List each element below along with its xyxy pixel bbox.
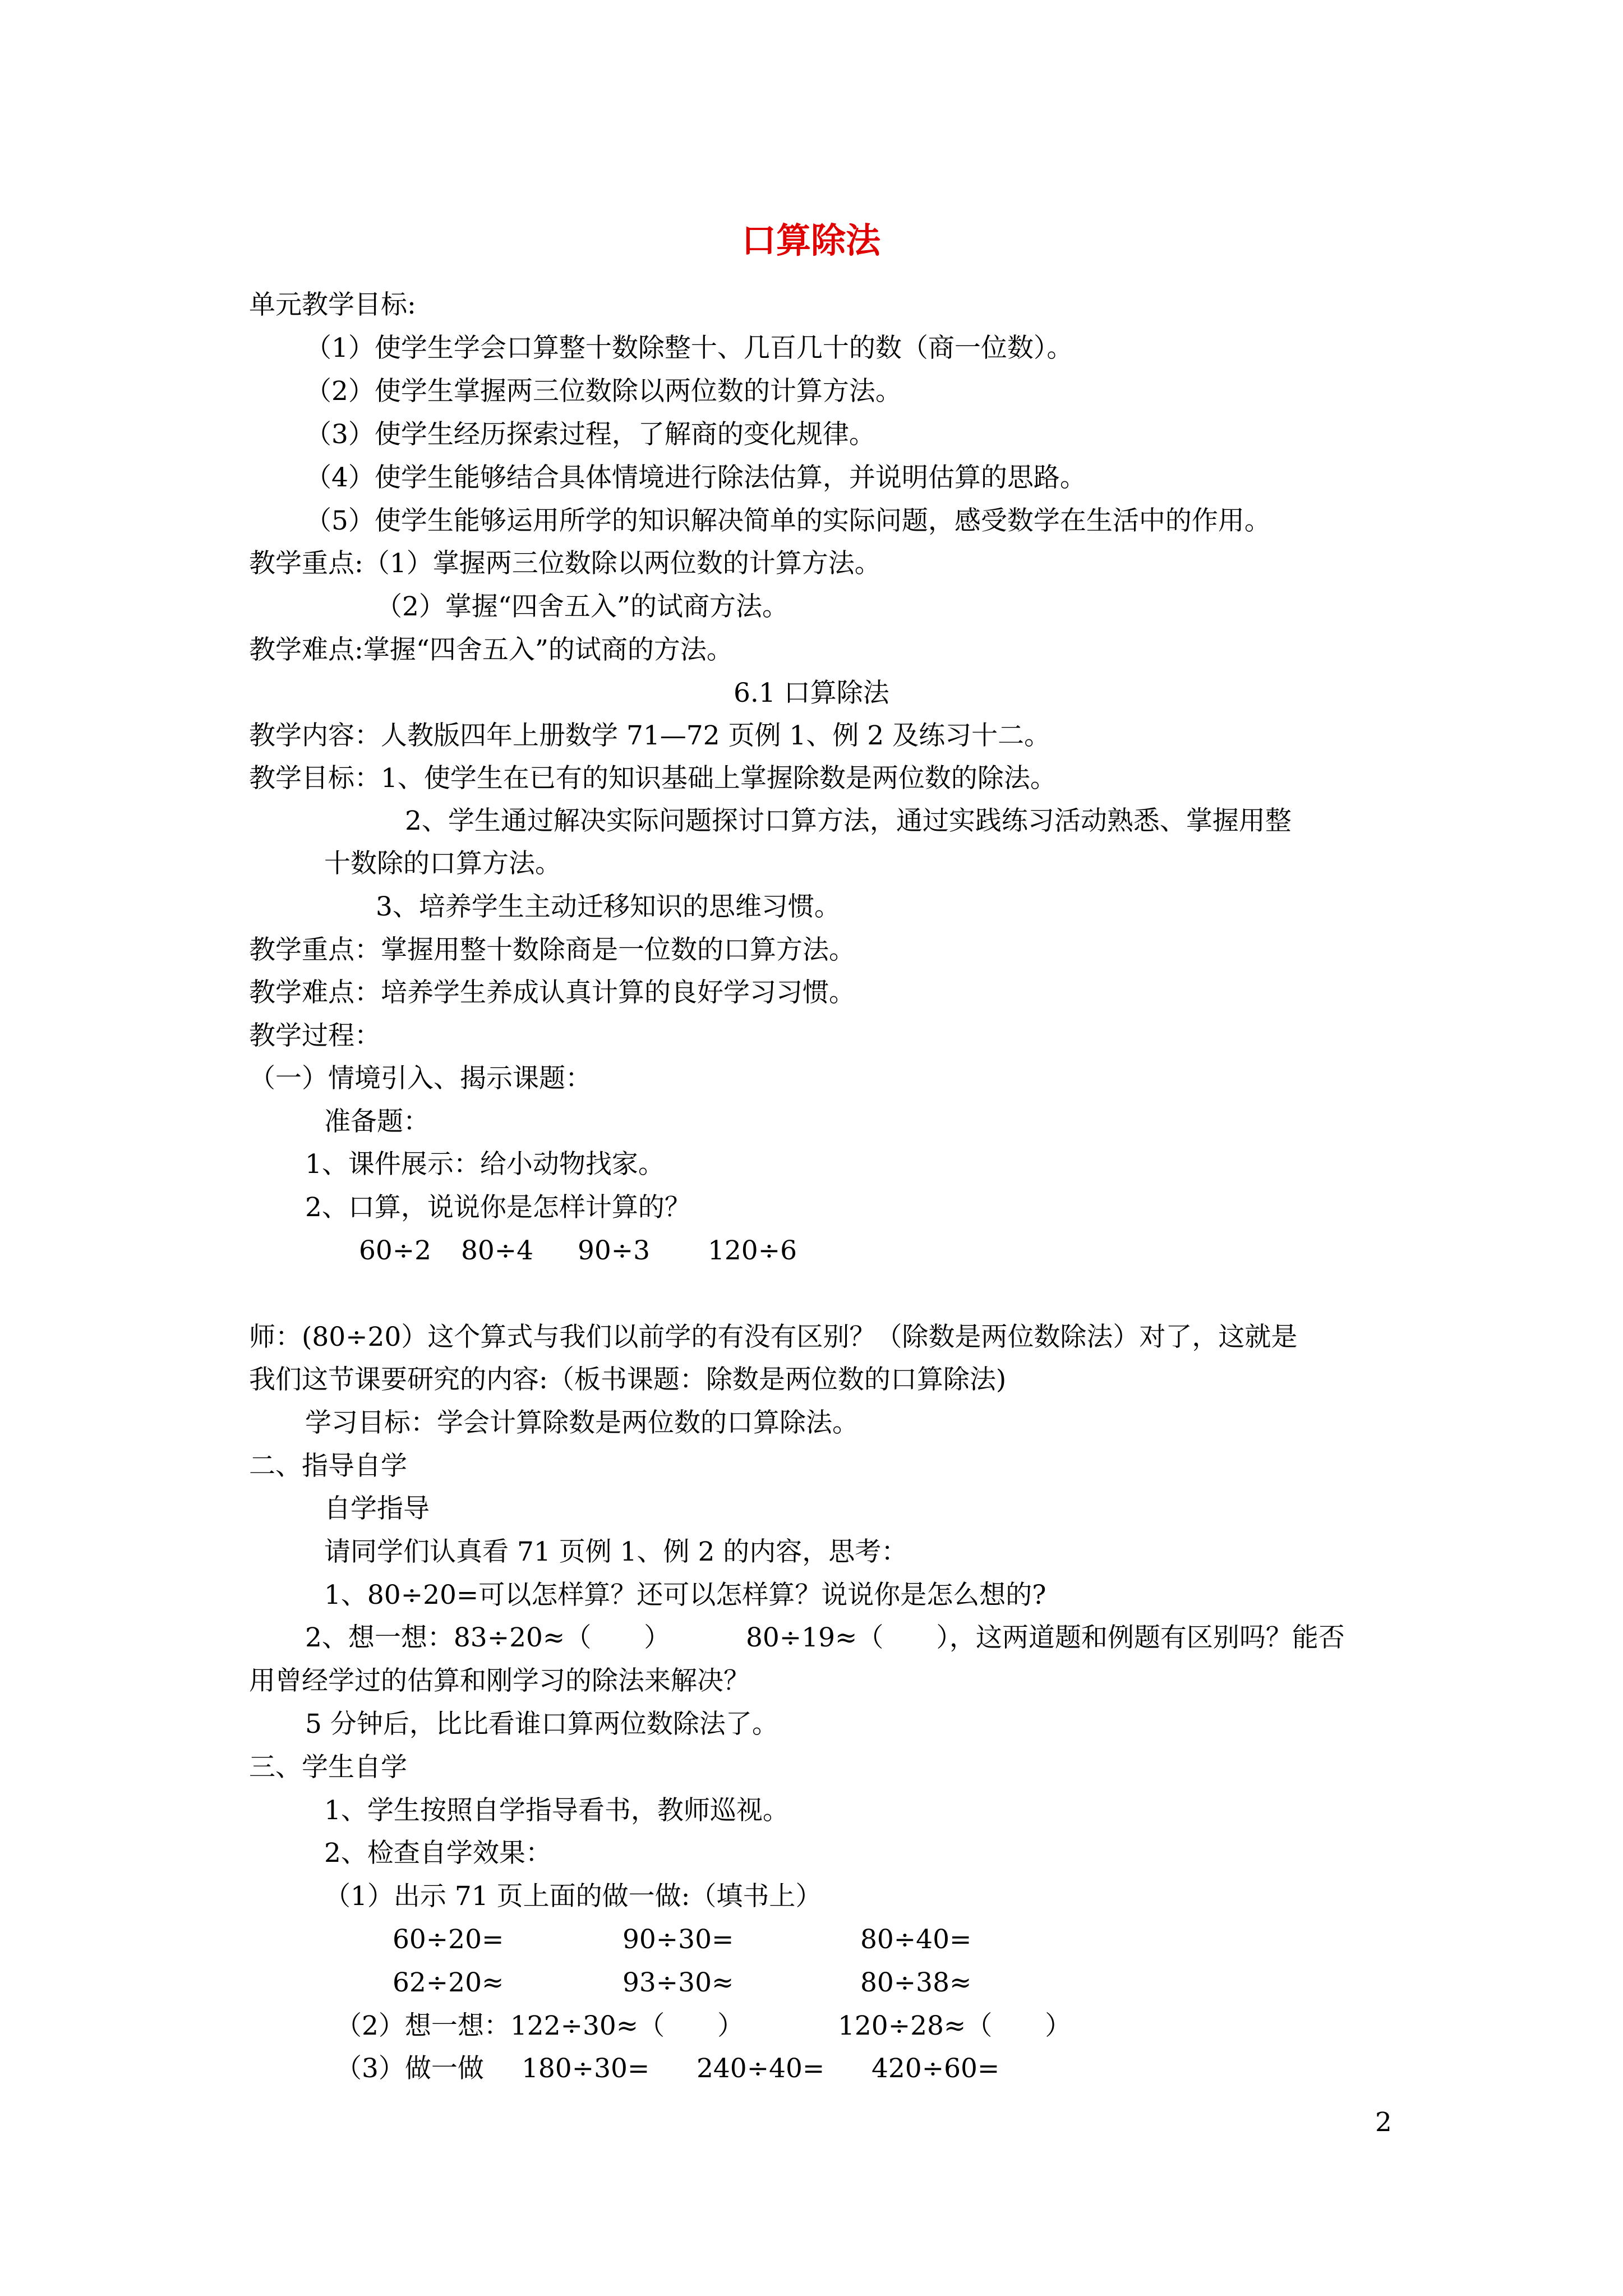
text-line: 120÷28≈（ ） — [838, 2010, 1072, 2041]
text-line: 学习目标：学会计算除数是两位数的口算除法。 — [305, 1407, 859, 1438]
text-line: 教学重点：掌握用整十数除商是一位数的口算方法。 — [249, 935, 855, 965]
text-line: 自学指导 — [324, 1493, 430, 1524]
math-item: 80÷38≈ — [860, 1967, 972, 1998]
text-line: 教学过程： — [249, 1020, 381, 1051]
math-item: 420÷60= — [872, 2053, 1000, 2084]
text-line: 3、培养学生主动迁移知识的思维习惯。 — [376, 891, 841, 922]
text-line: 教学难点：培养学生养成认真计算的良好学习习惯。 — [249, 977, 855, 1008]
section-heading: 6.1 口算除法 — [734, 678, 889, 708]
text-line: （2）想一想：122÷30≈（ ） — [335, 2010, 744, 2041]
text-line: （1）出示 71 页上面的做一做:（填书上） — [324, 1881, 822, 1912]
text-line: 二、指导自学 — [249, 1451, 407, 1481]
text-line: 准备题： — [324, 1106, 430, 1137]
text-line: 2、学生通过解决实际问题探讨口算方法，通过实践练习活动熟悉、掌握用整 — [405, 806, 1292, 836]
math-item: 60÷20= — [393, 1924, 504, 1955]
text-line: （2）使学生掌握两三位数除以两位数的计算方法。 — [305, 376, 902, 407]
math-item: 90÷30= — [623, 1924, 734, 1955]
text-line: 1、课件展示：给小动物找家。 — [305, 1149, 665, 1180]
text-line: 我们这节课要研究的内容:（板书课题：除数是两位数的口算除法) — [249, 1364, 1007, 1395]
math-item: 180÷30= — [522, 2053, 650, 2084]
document-title: 口算除法 — [741, 220, 881, 261]
text-line: （5）使学生能够运用所学的知识解决简单的实际问题，感受数学在生活中的作用。 — [305, 505, 1271, 536]
text-line: 教学重点:（1）掌握两三位数除以两位数的计算方法。 — [249, 548, 881, 579]
text-line: 2、想一想：83÷20≈（ ） — [305, 1622, 671, 1653]
math-item: 60÷2 — [359, 1235, 432, 1266]
text-line: 1、学生按照自学指导看书，教师巡视。 — [324, 1795, 789, 1826]
text-line: 教学目标：1、使学生在已有的知识基础上掌握除数是两位数的除法。 — [249, 763, 1057, 794]
text-line: （一）情境引入、揭示课题： — [249, 1063, 592, 1094]
text-line: 1、80÷20=可以怎样算？还可以怎样算？说说你是怎么想的? — [324, 1580, 1046, 1611]
text-line: （4）使学生能够结合具体情境进行除法估算，并说明估算的思路。 — [305, 462, 1086, 493]
text-line: 三、学生自学 — [249, 1752, 407, 1783]
math-item: 80÷4 — [461, 1235, 534, 1266]
page-number: 2 — [1375, 2107, 1392, 2138]
math-item: 240÷40= — [697, 2053, 825, 2084]
text-line: 教学内容：人教版四年上册数学 71—72 页例 1、例 2 及练习十二。 — [249, 720, 1051, 751]
text-line: 2、检查自学效果： — [324, 1838, 552, 1869]
text-line: （2）掌握“四舍五入”的试商方法。 — [376, 591, 789, 622]
math-item: 80÷40= — [860, 1924, 972, 1955]
text-line: （3）使学生经历探索过程，了解商的变化规律。 — [305, 419, 875, 450]
text-line: （3）做一做 — [335, 2053, 484, 2084]
text-line: 2、口算，说说你是怎样计算的？ — [305, 1192, 691, 1223]
text-line: 单元教学目标: — [249, 289, 416, 320]
text-line: （1）使学生学会口算整十数除整十、几百几十的数（商一位数）。 — [305, 333, 1073, 364]
text-line: 5 分钟后，比比看谁口算两位数除法了。 — [305, 1709, 778, 1740]
math-item: 93÷30≈ — [623, 1967, 734, 1998]
math-item: 120÷6 — [708, 1235, 797, 1266]
math-item: 90÷3 — [578, 1235, 651, 1266]
text-line: 用曾经学过的估算和刚学习的除法来解决？ — [249, 1665, 750, 1696]
text-line: 教学难点:掌握“四舍五入”的试商的方法。 — [249, 634, 733, 665]
text-line: 十数除的口算方法。 — [324, 848, 561, 879]
math-item: 62÷20≈ — [393, 1967, 504, 1998]
text-line: 师：(80÷20）这个算式与我们以前学的有没有区别？（除数是两位数除法）对了，这就是 — [249, 1322, 1298, 1352]
text-line: 80÷19≈（ ），这两道题和例题有区别吗？能否 — [746, 1622, 1345, 1653]
text-line: 请同学们认真看 71 页例 1、例 2 的内容，思考： — [324, 1536, 908, 1567]
